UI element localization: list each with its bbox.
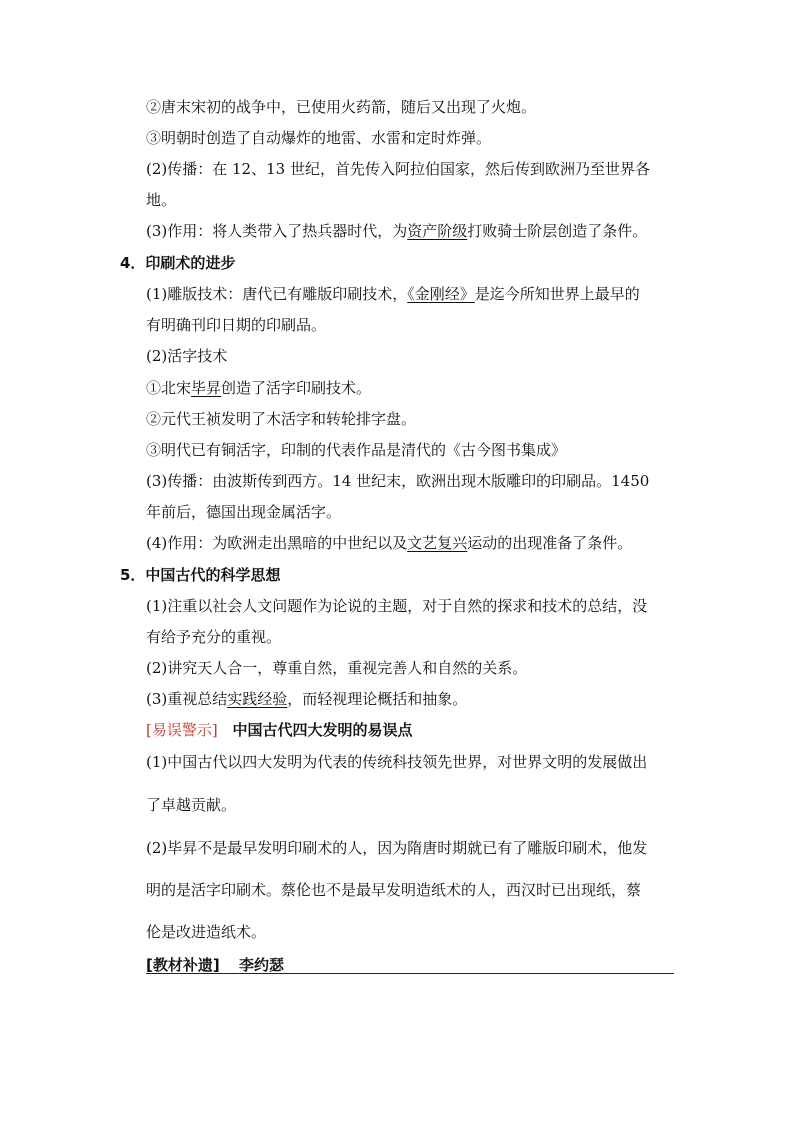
text-span: 打败骑士阶层创造了条件。 bbox=[467, 222, 648, 240]
section-heading: 5．中国古代的科学思想 bbox=[120, 566, 281, 584]
text-line: 年前后，德国出现金属活字。 bbox=[146, 503, 342, 521]
supplement-tag: [教材补遗] bbox=[146, 956, 220, 974]
text-span: 是迄今所知世界上最早的 bbox=[474, 285, 640, 303]
text-line: (3)传播：由波斯传到西方。14 世纪末，欧洲出现木版雕印的印刷品。1450 bbox=[146, 472, 650, 490]
text-line: 明的是活字印刷术。蔡伦也不是最早发明造纸术的人，西汉时已出现纸，蔡 bbox=[146, 881, 642, 899]
text-line: 有给予充分的重视。 bbox=[146, 628, 282, 646]
text-span: 运动的出现准备了条件。 bbox=[467, 534, 633, 552]
warning-heading bbox=[146, 720, 413, 740]
text-span: ①北宋 bbox=[146, 379, 192, 397]
section-heading: 4．印刷术的进步 bbox=[120, 254, 236, 272]
text-line bbox=[146, 378, 371, 398]
text-line: (2)活字技术 bbox=[146, 347, 228, 365]
text-span: (3)重视总结 bbox=[146, 690, 228, 708]
text-line: ③明代已有铜活字，印制的代表作品是清代的《古今图书集成》 bbox=[146, 441, 567, 459]
text-line: 伦是改进造纸术。 bbox=[146, 923, 267, 941]
text-line bbox=[146, 284, 640, 304]
text-span: (3)作用：将人类带入了热兵器时代，为 bbox=[146, 222, 408, 240]
underlined-term: 毕昇 bbox=[191, 379, 222, 397]
supplement-heading bbox=[146, 955, 284, 975]
underlined-term: 《金刚经》 bbox=[407, 285, 475, 303]
underlined-term: 文艺复兴 bbox=[407, 534, 468, 552]
text-span: (4)作用：为欧洲走出黑暗的中世纪以及 bbox=[146, 534, 408, 552]
section-rule bbox=[146, 973, 674, 974]
text-line: ③明朝时创造了自动爆炸的地雷、水雷和定时炸弹。 bbox=[146, 129, 492, 147]
underlined-term: 实践经验 bbox=[227, 690, 288, 708]
text-span: ，而轻视理论概括和抽象。 bbox=[287, 690, 468, 708]
text-line: ②元代王祯发明了木活字和转轮排字盘。 bbox=[146, 410, 417, 428]
text-line: (1)注重以社会人文问题作为论说的主题，对于自然的探求和技术的总结，没 bbox=[146, 597, 648, 615]
text-line bbox=[146, 221, 647, 241]
warning-title: 中国古代四大发明的易误点 bbox=[232, 721, 413, 739]
underlined-term: 资产阶级 bbox=[407, 222, 468, 240]
text-line: (1)中国古代以四大发明为代表的传统科技领先世界，对世界文明的发展做出 bbox=[146, 753, 648, 771]
text-line: 了卓越贡献。 bbox=[146, 796, 237, 814]
text-span: 创造了活字印刷技术。 bbox=[221, 379, 372, 397]
supplement-title: 李约瑟 bbox=[238, 956, 284, 974]
text-line: 有明确刊印日期的印刷品。 bbox=[146, 316, 327, 334]
text-line: 地。 bbox=[146, 191, 177, 209]
text-line: (2)毕昇不是最早发明印刷术的人，因为隋唐时期就已有了雕版印刷术，他发 bbox=[146, 839, 648, 857]
text-line: (2)传播：在 12、13 世纪，首先传入阿拉伯国家，然后传到欧洲乃至世界各 bbox=[146, 160, 650, 178]
warning-tag: [易误警示] bbox=[146, 721, 218, 739]
text-line: (2)讲究天人合一，尊重自然，重视完善人和自然的关系。 bbox=[146, 659, 528, 677]
text-line bbox=[146, 689, 467, 709]
text-span: (1)雕版技术：唐代已有雕版印刷技术， bbox=[146, 285, 408, 303]
text-line bbox=[146, 533, 632, 553]
text-line: ②唐末宋初的战争中，已使用火药箭，随后又出现了火炮。 bbox=[146, 98, 537, 116]
